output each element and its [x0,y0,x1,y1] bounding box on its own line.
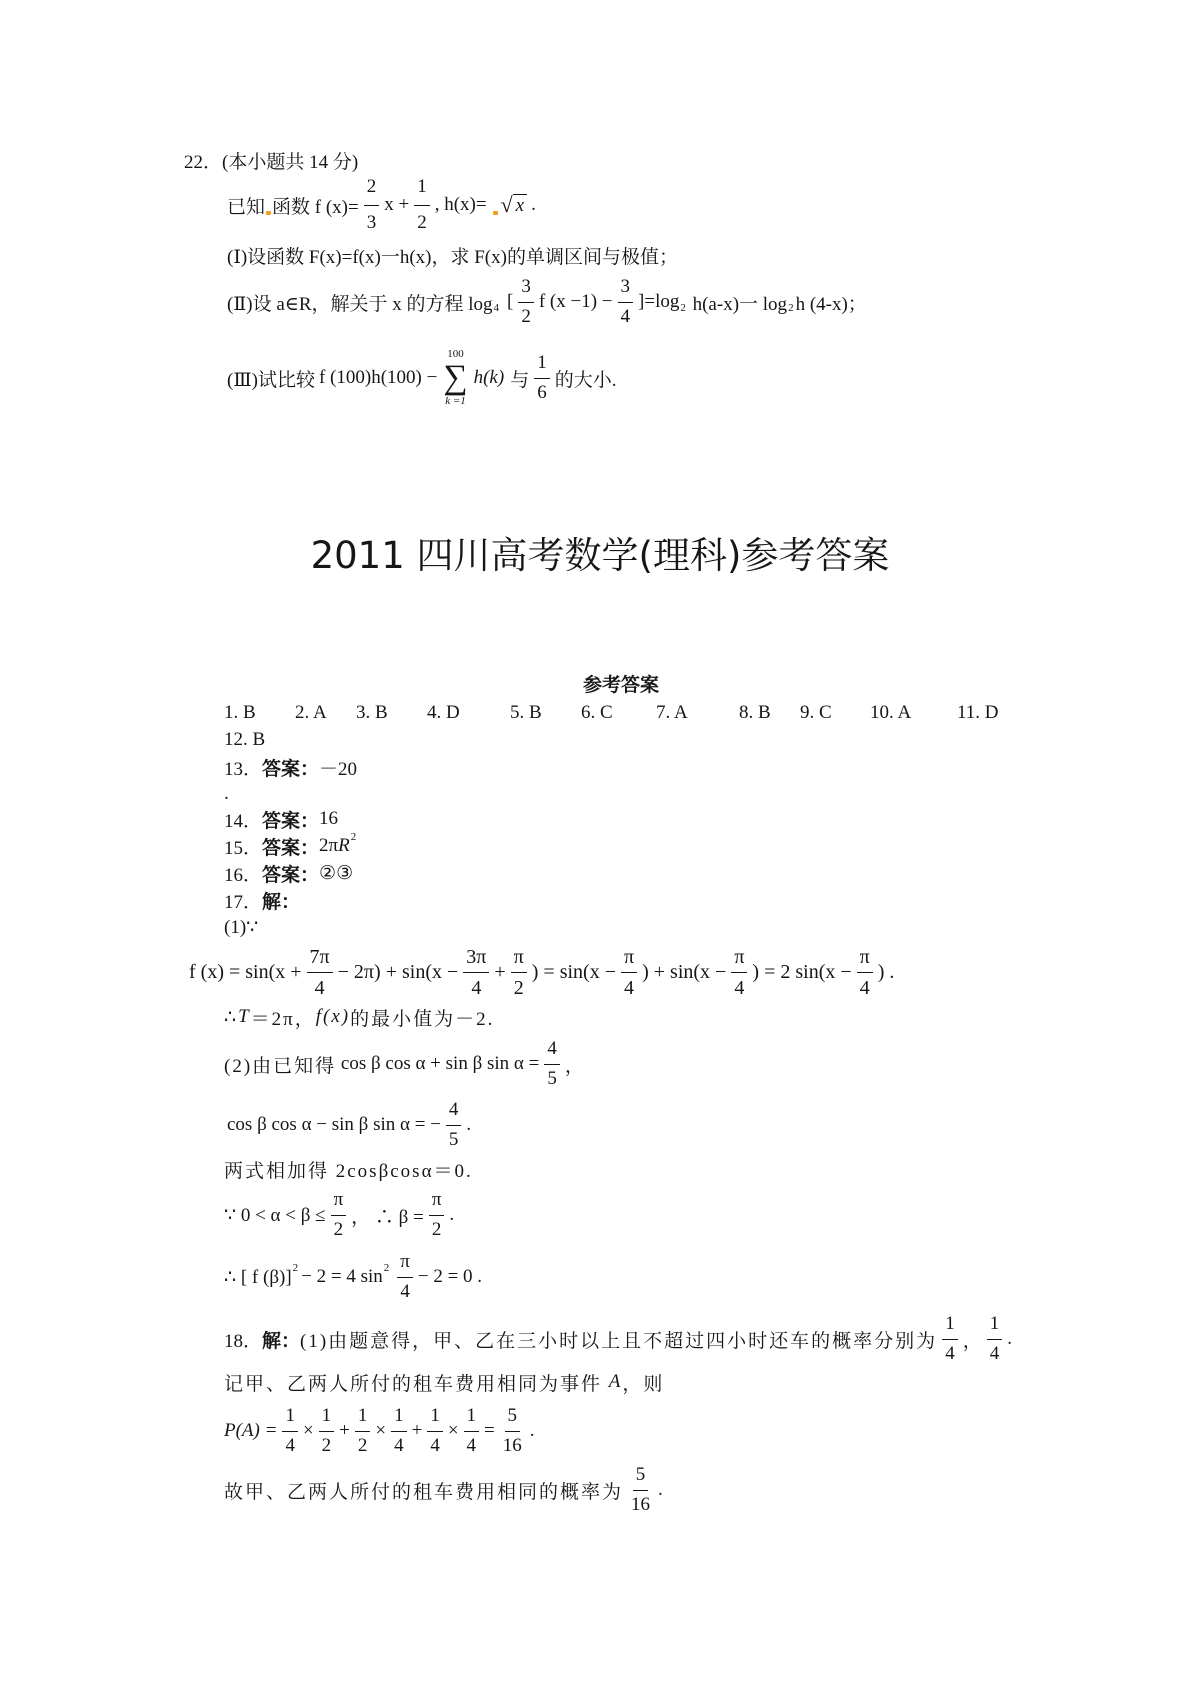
answer-variable: R [338,835,350,856]
fraction-denominator: 4 [734,976,745,999]
fraction-denominator: 2 [333,1218,344,1240]
fraction-denominator: 2 [521,305,531,327]
answer-label: 答案： [262,864,320,886]
question-number: 18． [224,1330,263,1352]
highlight-mark [266,211,271,215]
fraction [628,1465,653,1516]
problem-22-part-1 [227,242,678,268]
fraction-numerator: 3π [463,946,489,973]
fraction [397,1252,413,1303]
choice-answer: 5. B [510,702,542,723]
given-end: . [531,194,536,215]
question-number: 13． [224,758,263,780]
fraction [463,946,489,999]
answer-label: 答案： [262,810,320,832]
fraction-numerator: 4 [446,1100,462,1126]
fraction-numerator: 1 [942,1314,958,1340]
solution-label: 解： [262,891,301,913]
choice-answer: 9. C [800,702,832,723]
operator: = [484,1420,495,1441]
fraction [429,1190,445,1241]
summation-sign: ∑ [443,359,468,397]
fx-segment: f (x) = sin(x + [189,960,302,983]
answer-13 [224,754,357,780]
fraction [511,946,527,999]
choice-answer: 7. A [656,702,688,723]
solution-17-part-2-line-5 [224,1247,482,1307]
answers-heading-text: 参考答案 [583,674,660,696]
answer-exponent: 2 [350,831,357,843]
fraction-denominator: 2 [513,976,524,999]
fraction-denominator: 4 [620,305,631,327]
fraction [446,1100,462,1151]
fraction-denominator: 16 [502,1434,522,1456]
fraction-denominator: 6 [537,381,547,403]
question-number: 14． [224,810,263,832]
solution-18-line-4 [224,1460,663,1520]
fraction [544,1039,560,1090]
fx-segment: ) + sin(x − [642,960,727,983]
therefore-sign: ∴ [224,1006,239,1028]
fraction [331,1190,347,1241]
fraction [319,1406,335,1457]
answer-12 [224,727,265,753]
fraction-denominator: 3 [366,211,377,233]
solution-text: (1)由题意得，甲、乙在三小时以上且不超过四小时还车的概率分别为 [300,1330,938,1352]
inequality: ∵ 0 < α < β ≤ [224,1204,326,1226]
fraction-denominator: 4 [989,1342,1000,1364]
summation-body: h(k) [473,367,505,388]
choice-answer: 10. A [870,702,912,723]
stray-dot-line [224,781,229,807]
summation-lower-limit: k =1 [445,394,466,407]
line-end: . [1007,1328,1012,1349]
log-base: 4 [493,302,500,314]
fraction [427,1406,443,1457]
fx-segment: ) . [877,960,895,983]
answer-16 [224,860,353,886]
fraction-numerator: π [621,946,637,973]
answer-17 [224,887,300,913]
fraction-numerator: 1 [282,1406,298,1432]
question-number: 17． [224,891,263,913]
solution-17-part-2-line-3 [224,1156,473,1182]
beta-conclusion: ， ∴ β = [351,1206,424,1228]
radical-sign: √ [500,192,513,218]
minimum-statement: 的最小值为－2. [350,1008,495,1030]
fraction-numerator: π [331,1190,347,1216]
solution-18-line-1 [224,1309,1012,1369]
fraction-numerator: 4 [544,1039,560,1065]
part-3-expression: f (100)h(100) − [318,367,438,388]
fraction-numerator: 2 [364,177,380,206]
operator: × [302,1420,314,1441]
solution-17-part-2-line-4 [224,1185,454,1245]
event-text: 记甲、乙两人所付的租车费用相同为事件 [224,1373,609,1395]
answer-15 [224,833,359,859]
fx-segment: ) = 2 sin(x − [752,960,852,983]
choice-answer: 4. D [427,702,460,723]
fraction-numerator: 1 [987,1314,1003,1340]
fraction-numerator: 3 [518,277,534,303]
stray-dot: . [224,783,229,804]
part-3-end: 的大小. [554,369,617,391]
part-2-prefix: (2)由已知得 [224,1055,337,1077]
operator: × [447,1420,459,1441]
fraction-denominator: 5 [547,1067,557,1089]
square-root [501,194,528,217]
separator: ， [962,1330,982,1352]
part-1-text: (Ⅰ)设函数 F(x)=f(x)一h(x)，求 F(x)的单调区间与极值； [227,246,678,268]
fraction-numerator: 1 [427,1406,443,1432]
part-1-because: (1)∵ [224,916,259,938]
problem-22-part-2 [227,272,867,332]
given-function-f: 函数 f (x)= [272,196,359,218]
final-expression: − 2 = 4 sin [301,1266,383,1287]
fraction-denominator: 2 [357,1434,368,1456]
fraction [942,1314,958,1365]
fraction-numerator: 7π [307,946,333,973]
fraction [355,1406,371,1457]
period-variable: T [238,1006,251,1027]
fraction-denominator: 4 [314,976,325,999]
problem-22-given-line [227,175,536,235]
choice-answers-row [0,700,1200,726]
part-2-middle-b: h(a-x)一 log [687,293,788,315]
summation-upper-limit: 100 [447,348,464,361]
answer-label: 答案： [262,758,320,780]
fx-segment: ) = sin(x − [531,960,616,983]
operator: × [375,1420,387,1441]
fraction [731,946,747,999]
event-variable: A [608,1371,623,1392]
answer-value: －20 [319,758,358,780]
event-end: ，则 [622,1373,665,1395]
fraction [464,1406,480,1457]
part-3-prefix: (Ⅲ)试比较 [227,369,315,391]
solution-18-line-3 [224,1401,535,1461]
fraction-denominator: 4 [466,1434,477,1456]
exponent: 2 [292,1262,299,1274]
solution-17-fx-line [189,942,894,1002]
line-end: . [529,1420,535,1441]
fraction [364,177,380,234]
log-base: 2 [680,302,686,314]
fraction-numerator: π [397,1252,413,1278]
problem-22-heading-text: 22．(本小题共 14 分) [184,151,359,173]
fraction [307,946,333,999]
part-3-compare-word: 与 [510,369,530,391]
fraction [414,177,430,234]
solution-18-line-2 [224,1369,664,1395]
open-bracket: [ [507,291,514,312]
page-title: 2011 四川高考数学(理科)参考答案 [310,534,890,577]
fraction-denominator: 2 [431,1218,442,1240]
fraction [618,277,634,328]
fraction-numerator: 5 [505,1406,521,1432]
problem-22-heading [184,147,358,173]
log-base: 2 [788,302,794,314]
summation [443,349,467,407]
highlight-mark [493,211,498,215]
fraction-numerator: 1 [355,1406,371,1432]
answer-value: 16 [319,808,339,829]
fraction-numerator: π [429,1190,445,1216]
solution-17-part-1-label [224,914,258,940]
conclusion-text: 故甲、乙两人所付的租车费用相同的概率为 [224,1481,624,1503]
question-number: 16． [224,864,263,886]
choice-answer: 11. D [957,702,999,723]
answer-14 [224,806,338,832]
fraction [621,946,637,999]
choice-answer: 1. B [224,702,256,723]
solution-label: 解： [262,1330,301,1352]
fraction [391,1406,407,1457]
question-number: 15． [224,837,263,859]
given-prefix: 已知 [227,196,266,218]
fraction-denominator: 4 [945,1342,955,1364]
fraction-numerator: 1 [534,353,550,379]
part-2-prefix: (Ⅱ)设 a∈R，解关于 x 的方程 log [227,293,493,315]
fraction [282,1406,298,1457]
trig-expression: cos β cos α − sin β sin α = − [227,1114,441,1135]
line-end: . [449,1204,455,1225]
solution-17-period-line [224,1004,494,1030]
fx-segment: + [494,960,506,983]
choice-answer: 2. A [295,702,327,723]
fraction-denominator: 4 [430,1434,440,1456]
fraction-numerator: 1 [319,1406,335,1432]
trig-expression: cos β cos α + sin β sin α = [336,1053,540,1074]
function-name: f(x) [315,1006,351,1027]
fraction [987,1314,1003,1365]
given-function-h: , h(x)= [434,194,487,215]
solution-17-part-2-line-1 [224,1034,584,1094]
choice-answer: 3. B [356,702,388,723]
fraction-denominator: 4 [285,1434,295,1456]
line-end: ， [564,1055,584,1077]
solution-17-part-2-line-2 [227,1095,471,1155]
fraction-denominator: 2 [321,1434,332,1456]
sum-statement: 两式相加得 2cosβcosα＝0. [224,1160,473,1182]
answer-value: 2π [319,835,339,856]
fraction-numerator: 3 [618,277,634,303]
fraction-denominator: 4 [471,976,482,999]
close-bracket-log: ]=log [638,291,680,312]
choice-answer: 6. C [581,702,613,723]
part-2-middle: f (x −1) − [538,291,613,312]
final-expression: ∴ [ f (β)] [224,1266,292,1288]
fraction [534,353,550,404]
operator: + [339,1420,350,1441]
fraction-numerator: 1 [391,1406,407,1432]
fx-segment: − 2π) + sin(x − [337,960,459,983]
choice-answer: 8. B [739,702,771,723]
answers-heading [583,670,659,696]
fraction-denominator: 16 [631,1493,651,1515]
fraction-numerator: 1 [414,177,430,206]
fraction-numerator: 1 [464,1406,480,1432]
period-value: ＝2π， [250,1008,316,1030]
fraction-denominator: 2 [417,211,427,233]
fraction-numerator: π [857,946,873,973]
fraction-numerator: 5 [633,1465,649,1491]
fraction-denominator: 4 [624,976,635,999]
fraction [500,1406,525,1457]
answer-value: ②③ [319,862,354,884]
answer-label: 答案： [262,837,320,859]
given-x-plus: x + [384,194,410,215]
exponent: 2 [383,1262,390,1274]
line-end: . [658,1479,663,1500]
fraction [857,946,873,999]
operator: + [411,1420,423,1441]
fraction-numerator: π [731,946,747,973]
answer-12-text: 12. B [224,729,266,750]
fraction-denominator: 4 [859,976,870,999]
radicand: x [513,194,527,217]
line-end: . [466,1114,472,1135]
final-expression: − 2 = 0 . [417,1266,483,1287]
fraction [518,277,534,328]
problem-22-part-3 [227,343,616,413]
probability-label: P(A) = [224,1420,278,1441]
fraction-numerator: π [511,946,527,973]
fraction-denominator: 5 [448,1128,459,1150]
fraction-denominator: 4 [400,1280,410,1302]
fraction-denominator: 4 [394,1434,404,1456]
part-2-end: h (4-x)； [795,293,867,315]
